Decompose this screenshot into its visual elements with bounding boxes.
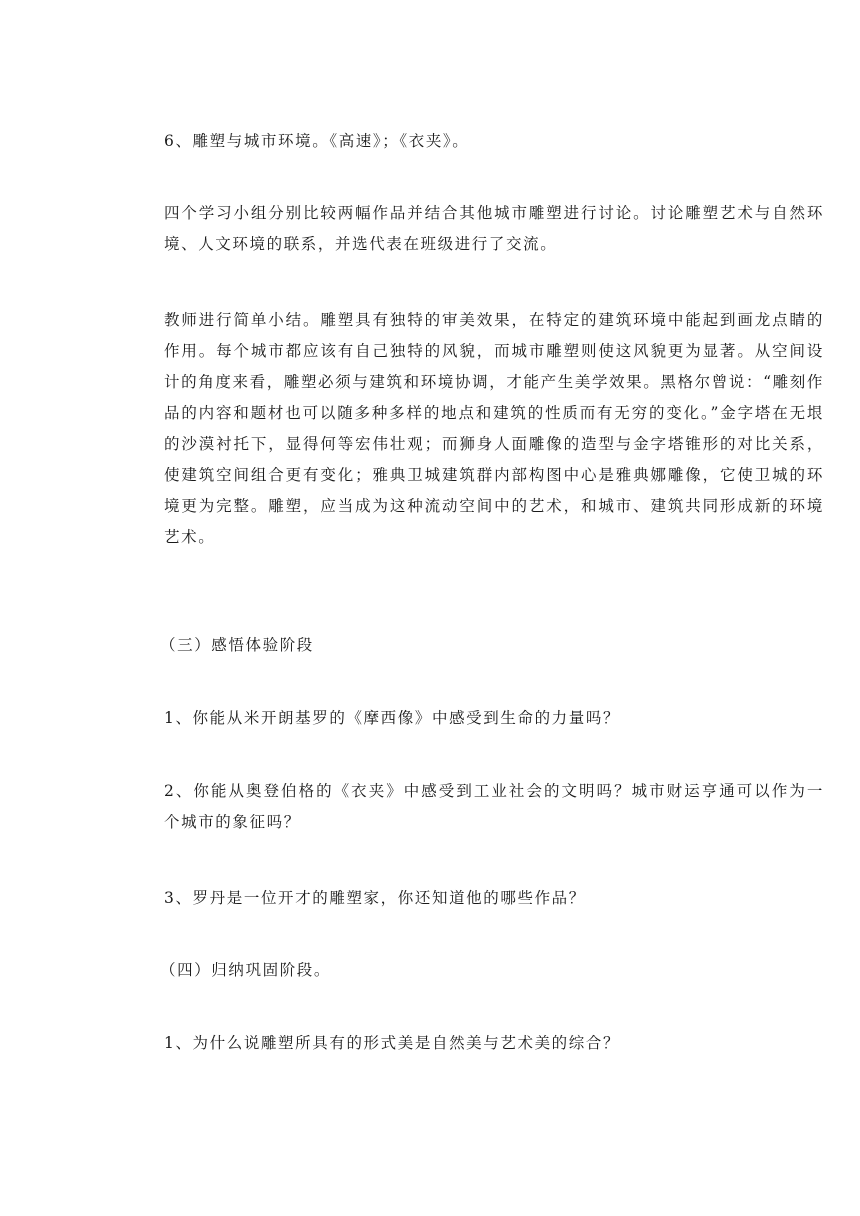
- question-2: 2、你能从奥登伯格的《衣夹》中感受到工业社会的文明吗？城市财运亨通可以作为一个城市的象征吗？: [164, 782, 824, 831]
- question-3: 3、罗丹是一位开才的雕塑家，你还知道他的哪些作品？: [164, 889, 586, 907]
- section-heading-stage-3: （三）感悟体验阶段: [160, 636, 314, 654]
- review-question-1: 1、为什么说雕塑所具有的形式美是自然美与艺术美的综合？: [164, 1034, 621, 1052]
- section-heading-stage-4: （四）归纳巩固阶段。: [160, 961, 332, 979]
- paragraph-group-discussion: 四个学习小组分别比较两幅作品并结合其他城市雕塑进行讨论。讨论雕塑艺术与自然环境、人文环境的联系，并选代表在班级进行了交流。: [164, 204, 824, 253]
- question-1: 1、你能从米开朗基罗的《摩西像》中感受到生命的力量吗？: [164, 709, 621, 727]
- paragraph-teacher-summary: 教师进行简单小结。雕塑具有独特的审美效果，在特定的建筑环境中能起到画龙点睛的作用。每个城市都应该有自己独特的风貌，而城市雕塑则使这风貌更为显著。从空间设计的角度来看，雕塑必须与建筑和环境协调，才能产生美学效果。黑格尔曾说：“雕刻作品的内容和题材也可以随多种多样的地点和建筑的性质而有无穷的变化。”金字塔在无垠的沙漠衬托下，显得何等宏伟壮观；而狮身人面雕像的造型与金字塔锥形的对比关系，使建筑空间组合更有变化；雅典卫城建筑群内部构图中心是雅典娜雕像，它使卫城的环境更为完整。雕塑，应当成为这种流动空间中的艺术，和城市、建筑共同形成新的环境艺术。: [164, 311, 824, 546]
- paragraph-item-6-heading: 6、雕塑与城市环境。《高速》；《衣夹》。: [164, 132, 470, 150]
